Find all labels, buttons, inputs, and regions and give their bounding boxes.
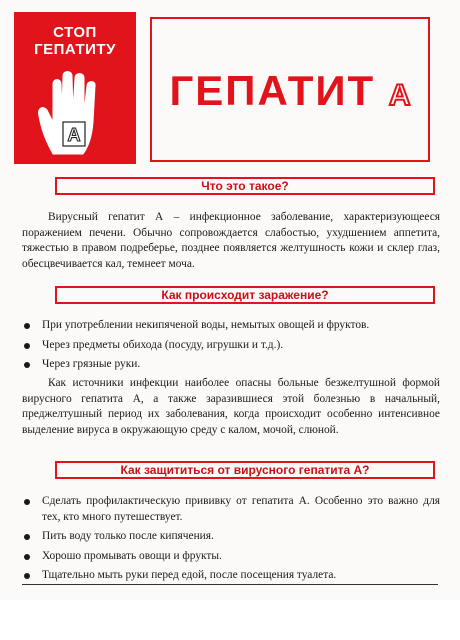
logo-line-2: ГЕПАТИТУ xyxy=(34,41,116,58)
bullet-dot-icon xyxy=(24,573,30,579)
protection-list xyxy=(22,494,440,588)
section-infection-text: Как источники инфекции наиболее опасны больные безжелтушной формой вирусного гепатита А, а также заразившиеся этой болезнью в начальный, преджелтушный период их заболевания, когда происходит особенно интенсивное выделение вируса в окружающую среду с калом, мочой, слюной. xyxy=(22,377,440,436)
list-item: Тщательно мыть руки перед едой, после посещения туалета. xyxy=(22,568,440,584)
bullet-dot-icon xyxy=(24,362,30,368)
logo-line-1: СТОП xyxy=(53,24,97,41)
list-item: Сделать профилактическую прививку от гепатита А. Особенно это важно для тех, кто много путешествует. xyxy=(22,494,440,525)
infection-list xyxy=(22,318,440,377)
title-letter: А xyxy=(388,79,411,112)
bottom-divider xyxy=(22,584,438,585)
list-item: Хорошо промывать овощи и фрукты. xyxy=(22,549,440,565)
bullet-dot-icon xyxy=(24,534,30,540)
list-item: Пить воду только после кипячения. xyxy=(22,529,440,545)
hand-letter: А xyxy=(67,125,81,145)
title-main: ГЕПАТИТ xyxy=(169,67,376,114)
list-item: Через предметы обихода (посуду, игрушки и т.д.). xyxy=(22,338,440,354)
section-protect-heading: Как защититься от вирусного гепатита А? xyxy=(55,461,435,479)
section-what-text: Вирусный гепатит А – инфекционное заболевание, характеризующееся поражением печени. Обычно сопровождается слабостью, ухудшением аппетита, тяжестью в правом подреберье, позднее появляется желтушность кожи и склер глаз, обесцвечивается кал, темнеет моча. xyxy=(22,211,440,270)
bullet-dot-icon xyxy=(24,343,30,349)
stop-hepatitis-logo xyxy=(14,12,136,164)
title-box xyxy=(150,17,430,162)
raised-hand-icon xyxy=(35,70,115,158)
page-title xyxy=(152,67,428,115)
list-item: Через грязные руки. xyxy=(22,357,440,373)
bullet-dot-icon xyxy=(24,554,30,560)
bullet-dot-icon xyxy=(24,499,30,505)
bullet-dot-icon xyxy=(24,323,30,329)
section-what-heading: Что это такое? xyxy=(55,177,435,195)
list-item: При употреблении некипяченой воды, немытых овощей и фруктов. xyxy=(22,318,440,334)
section-infection-heading: Как происходит заражение? xyxy=(55,286,435,304)
